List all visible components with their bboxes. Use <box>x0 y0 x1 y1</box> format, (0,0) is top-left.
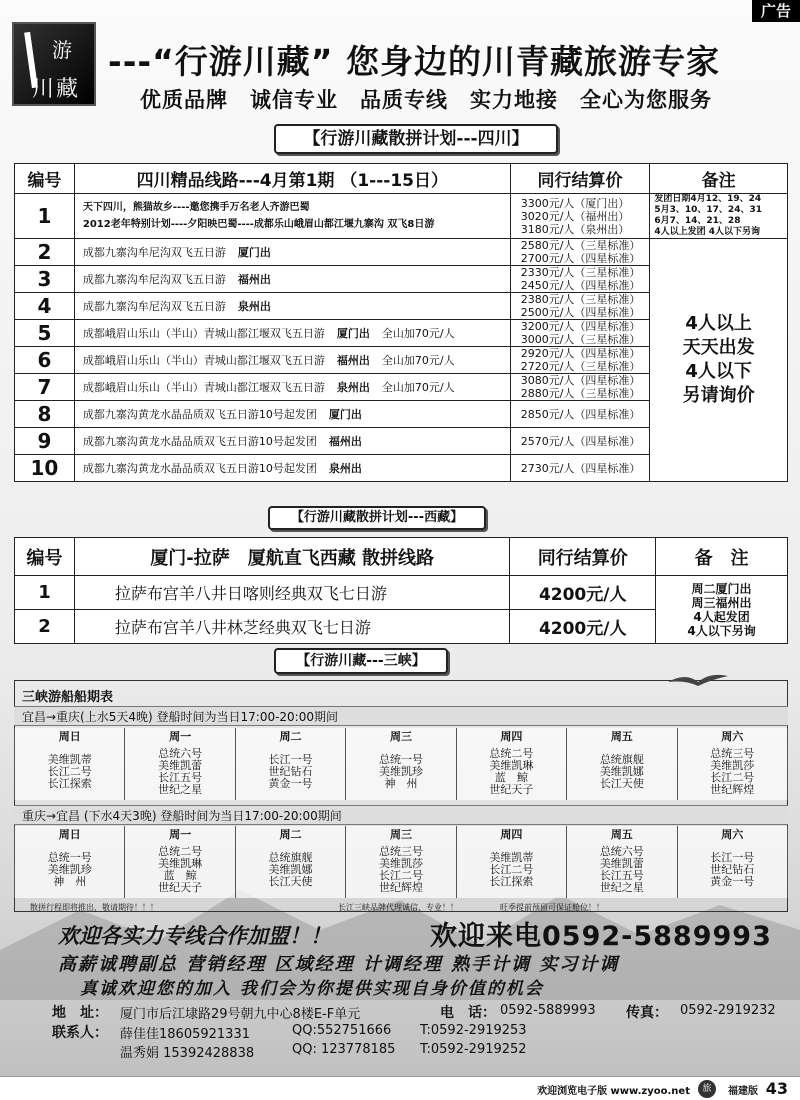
note-line: 周二厦门出 <box>691 581 752 596</box>
extra-note: 全山加70元/人 <box>381 381 455 394</box>
footnote: 长江三峡品牌代理诚信、专业！！ <box>338 903 458 912</box>
ship-name: 总统二号 <box>489 747 534 760</box>
price-cell: 4200元/人 <box>510 576 656 610</box>
day-header: 周日 <box>15 728 125 744</box>
ship-cell <box>125 744 235 800</box>
route-cell <box>74 455 510 482</box>
ship-name: 神 州 <box>53 875 87 888</box>
ship-cell <box>125 842 235 898</box>
ship-name: 长江二号 <box>47 765 92 778</box>
row-number: 1 <box>15 576 75 610</box>
col-header-route: 四川精品线路---4月第1期 （1---15日） <box>74 164 510 194</box>
ship-name: 长江探索 <box>489 875 534 888</box>
ship-name: 总统六号 <box>158 747 203 760</box>
price-line: 3300元/人（厦门出） <box>520 196 630 210</box>
footer-site: 欢迎浏览电子版 www.zyoo.net <box>537 1086 690 1097</box>
departure-city: 福州出 <box>237 273 271 286</box>
logo <box>12 22 96 106</box>
col-header-no: 编号 <box>15 538 75 576</box>
ship-name: 总统二号 <box>158 845 203 858</box>
route-cell <box>74 266 510 293</box>
ship-name: 黄金一号 <box>268 777 313 790</box>
price-line: 2700元/人（四星标准） <box>520 252 641 265</box>
ship-name: 美维凯蒂 <box>47 753 92 766</box>
contact-person: 温秀娟 15392428838 <box>120 1046 255 1061</box>
price-cell <box>510 401 650 428</box>
table-header-row <box>15 164 788 194</box>
contact-qq: QQ: 123778185 <box>292 1042 396 1057</box>
col-header-price: 同行结算价 <box>510 164 650 194</box>
departure-city: 福州出 <box>336 354 370 367</box>
hiring-subtext: 真诚欢迎您的加入 我们会为你提供实现自身价值的机会 <box>80 979 544 999</box>
sanxia-section-title: 【行游川藏---三峡】 <box>274 648 448 674</box>
day-header: 周六 <box>677 826 787 842</box>
ship-name: 世纪之星 <box>158 783 203 796</box>
ship-cell <box>567 842 677 898</box>
price-cell <box>510 428 650 455</box>
slogan: 优质品牌 诚信专业 品质专线 实力地接 全心为您服务 <box>140 88 712 112</box>
big-note-cell <box>650 239 788 482</box>
day-header: 周一 <box>125 826 235 842</box>
route-cell <box>74 401 510 428</box>
price-line: 3000元/人（三星标准） <box>520 333 641 346</box>
departure-city: 泉州出 <box>237 300 271 313</box>
ship-name: 长江一号 <box>710 851 755 864</box>
ship-name: 世纪天子 <box>489 783 534 796</box>
price-line: 3180元/人（泉州出） <box>520 222 630 236</box>
day-header: 周二 <box>235 826 345 842</box>
logo-text-bottom: 川藏 <box>32 77 81 102</box>
note-line: 发团日期4月12、19、24 <box>654 194 762 204</box>
price-cell <box>510 194 650 239</box>
departure-city: 泉州出 <box>336 381 370 394</box>
ship-name: 世纪辉煌 <box>710 783 755 796</box>
downstream-schedule <box>14 826 788 898</box>
route-text: 成都九寨沟牟尼沟双飞五日游 <box>82 273 226 286</box>
note-line: 4人以上 <box>685 313 752 334</box>
col-header-note: 备 注 <box>656 538 788 576</box>
footer-edition: 福建版 <box>728 1086 758 1097</box>
upstream-schedule <box>14 728 788 800</box>
ship-cell <box>15 744 125 800</box>
ship-name: 总统三号 <box>378 845 423 858</box>
ship-name: 美维凯莎 <box>710 759 755 772</box>
ship-cell <box>567 744 677 800</box>
ship-name: 美维凯琳 <box>158 857 203 870</box>
ship-name: 美维凯娜 <box>599 765 644 778</box>
note-line: 5月3、10、17、24、31 <box>654 205 762 215</box>
ship-cell <box>456 744 566 800</box>
route-cell <box>74 320 510 347</box>
ship-name: 美维凯珍 <box>47 863 92 876</box>
price-cell <box>510 239 650 266</box>
price-line: 2580元/人（三星标准） <box>520 239 641 252</box>
ship-name: 美维凯珍 <box>378 765 423 778</box>
address-label: 地 址： <box>52 1005 108 1021</box>
col-header-no: 编号 <box>15 164 75 194</box>
row-number: 1 <box>15 194 75 239</box>
contact-people-label: 联系人： <box>52 1025 108 1041</box>
day-header: 周五 <box>567 826 677 842</box>
row-number: 3 <box>15 266 75 293</box>
note-line: 天天出发 <box>682 337 755 358</box>
note-line: 4人以下另询 <box>687 623 756 638</box>
price-line: 2330元/人（三星标准） <box>520 266 641 279</box>
schedule-row <box>15 842 788 898</box>
route-cell <box>74 293 510 320</box>
ship-cell <box>346 842 456 898</box>
extra-note: 全山加70元/人 <box>381 354 455 367</box>
ship-cell <box>235 842 345 898</box>
route-upstream: 宜昌→重庆(上水5天4晚) 登船时间为当日17:00-20:00期间 <box>14 706 788 726</box>
price-line: 2380元/人（三星标准） <box>520 293 641 306</box>
route-downstream: 重庆→宜昌 (下水4天3晚) 登船时间为当日17:00-20:00期间 <box>14 805 788 825</box>
extra-note: 全山加70元/人 <box>381 327 455 340</box>
price-cell <box>510 455 650 482</box>
contact-phone: T:0592-2919252 <box>420 1042 527 1057</box>
price-cell <box>510 266 650 293</box>
ship-name: 神 州 <box>384 777 418 790</box>
note-line: 另请询价 <box>682 385 755 406</box>
phone-headline: 欢迎来电0592-5889993 <box>430 921 772 952</box>
row-number: 5 <box>15 320 75 347</box>
ship-name: 总统旗舰 <box>599 753 644 766</box>
row-number: 2 <box>15 610 75 644</box>
ship-cell <box>15 842 125 898</box>
departure-city: 厦门出 <box>336 327 370 340</box>
ship-name: 美维凯娜 <box>268 863 313 876</box>
ship-name: 长江五号 <box>158 771 203 784</box>
ship-name: 美维凯莎 <box>378 857 423 870</box>
note-cell <box>656 576 788 644</box>
day-header: 周四 <box>456 728 566 744</box>
route-cell <box>74 194 510 239</box>
ship-name: 总统六号 <box>599 845 644 858</box>
route-text: 成都峨眉山乐山（半山）青城山都江堰双飞五日游 <box>82 381 325 394</box>
bird-icon <box>668 672 728 692</box>
hiring-text: 高薪诚聘副总 营销经理 区域经理 计调经理 熟手计调 实习计调 <box>58 954 620 975</box>
ship-name: 总统三号 <box>710 747 755 760</box>
welcome-text: 欢迎各实力专线合作加盟！！ <box>58 924 331 948</box>
ship-name: 美维凯蕾 <box>158 759 203 772</box>
price-cell <box>510 293 650 320</box>
price-line: 2850元/人（四星标准） <box>520 407 641 421</box>
price-line: 2720元/人（三星标准） <box>520 360 641 373</box>
table-row <box>15 239 788 266</box>
ship-name: 总统一号 <box>378 753 423 766</box>
contact-block <box>0 998 800 1060</box>
footnote: 旺季提前预留可保证舱位！！ <box>500 903 604 912</box>
price-cell: 4200元/人 <box>510 610 656 644</box>
fax: 0592-2919232 <box>680 1003 776 1018</box>
contact-qq: QQ:552751666 <box>292 1023 392 1038</box>
note-line: 4人以上发团 4人以下另询 <box>654 227 761 237</box>
price-line: 3200元/人（四星标准） <box>520 320 641 333</box>
price-cell <box>510 347 650 374</box>
ship-cell <box>677 842 787 898</box>
col-header-route: 厦门-拉萨 厦航直飞西藏 散拼线路 <box>74 538 509 576</box>
departure-city: 泉州出 <box>328 462 362 475</box>
route-cell: 拉萨布宫羊八井林芝经典双飞七日游 <box>74 610 509 644</box>
day-header: 周三 <box>346 826 456 842</box>
day-header: 周日 <box>15 826 125 842</box>
ship-name: 世纪之星 <box>599 881 644 894</box>
price-line: 3020元/人（福州出） <box>520 209 630 223</box>
price-line: 2500元/人（四星标准） <box>520 306 641 319</box>
schedule-header-row <box>15 728 788 744</box>
col-header-note: 备注 <box>650 164 788 194</box>
day-header: 周五 <box>567 728 677 744</box>
tibet-section-title: 【行游川藏散拼计划---西藏】 <box>268 506 486 530</box>
departure-city: 福州出 <box>328 435 362 448</box>
logo-text-top: 游 <box>52 38 72 62</box>
departure-city: 厦门出 <box>237 246 271 259</box>
col-header-price: 同行结算价 <box>510 538 656 576</box>
ship-name: 长江一号 <box>268 753 313 766</box>
note-cell <box>650 194 788 239</box>
price-line: 2450元/人（四星标准） <box>520 279 641 292</box>
route-text: 成都九寨沟黄龙水晶品质双飞五日游10号起发团 <box>82 435 317 448</box>
route-cell <box>74 239 510 266</box>
tel-label: 电 话： <box>440 1005 496 1021</box>
route-text: 成都九寨沟黄龙水晶品质双飞五日游10号起发团 <box>82 462 317 475</box>
route-text: 成都峨眉山乐山（半山）青城山都江堰双飞五日游 <box>82 327 325 340</box>
ship-name: 长江五号 <box>599 869 644 882</box>
sichuan-section-title: 【行游川藏散拼计划---四川】 <box>274 124 558 154</box>
route-text: 成都九寨沟牟尼沟双飞五日游 <box>82 246 226 259</box>
row-number: 6 <box>15 347 75 374</box>
schedule-row <box>15 744 788 800</box>
ship-cell <box>346 744 456 800</box>
headline: ---“行游川藏” 您身边的川青藏旅游专家 <box>108 42 720 81</box>
contact-person: 薛佳佳18605921331 <box>120 1027 250 1042</box>
note-line: 4人起发团 <box>693 609 750 624</box>
ship-name: 美维凯蒂 <box>489 851 534 864</box>
day-header: 周一 <box>125 728 235 744</box>
row-number: 8 <box>15 401 75 428</box>
tel: 0592-5889993 <box>500 1003 596 1018</box>
ship-name: 世纪钻石 <box>710 863 755 876</box>
fax-label: 传真： <box>626 1005 668 1021</box>
note-line: 周三福州出 <box>691 595 752 610</box>
day-header: 周六 <box>677 728 787 744</box>
ship-name: 世纪天子 <box>158 881 203 894</box>
ship-name: 长江天使 <box>599 777 644 790</box>
price-line: 2920元/人（四星标准） <box>520 347 641 360</box>
price-line: 2880元/人（三星标准） <box>520 387 641 400</box>
route-line: 2012老年特别计划----夕阳映巴蜀----成都乐山峨眉山都江堰九寨沟 双飞8日游 <box>82 219 435 230</box>
ship-cell <box>235 744 345 800</box>
ship-cell <box>677 744 787 800</box>
day-header: 周三 <box>346 728 456 744</box>
route-cell: 拉萨布宫羊八井日喀则经典双飞七日游 <box>74 576 509 610</box>
table-row <box>15 194 788 239</box>
price-line: 2730元/人（四星标准） <box>520 461 641 475</box>
route-cell <box>74 347 510 374</box>
day-header: 周二 <box>235 728 345 744</box>
ship-name: 长江天使 <box>268 875 313 888</box>
ship-name: 世纪钻石 <box>268 765 313 778</box>
route-text: 成都九寨沟黄龙水晶品质双飞五日游10号起发团 <box>82 408 317 421</box>
ship-name: 美维凯琳 <box>489 759 534 772</box>
ship-name: 长江探索 <box>47 777 92 790</box>
ship-name: 长江二号 <box>710 771 755 784</box>
route-cell <box>74 374 510 401</box>
price-line: 3080元/人（四星标准） <box>520 374 641 387</box>
sanxia-table-title: 三峡游船船期表 <box>22 690 114 705</box>
ad-tag: 广告 <box>752 0 800 22</box>
ship-name: 总统旗舰 <box>268 851 313 864</box>
departure-city: 厦门出 <box>328 408 362 421</box>
ship-name: 美维凯蕾 <box>599 857 644 870</box>
row-number: 4 <box>15 293 75 320</box>
address: 厦门市后江埭路29号朝九中心8楼E-F单元 <box>120 1007 361 1022</box>
contact-phone: T:0592-2919253 <box>420 1023 527 1038</box>
table-header-row <box>15 538 788 576</box>
row-number: 7 <box>15 374 75 401</box>
day-header: 周四 <box>456 826 566 842</box>
ship-name: 黄金一号 <box>710 875 755 888</box>
price-cell <box>510 320 650 347</box>
row-number: 2 <box>15 239 75 266</box>
ship-name: 蓝 鲸 <box>163 869 197 882</box>
tibet-table <box>14 537 788 644</box>
ship-name: 世纪辉煌 <box>378 881 423 894</box>
ship-name: 长江二号 <box>489 863 534 876</box>
ship-name: 长江二号 <box>378 869 423 882</box>
footnote: 散拼行程即将推出，敬请期待！！！ <box>30 903 158 912</box>
route-text: 成都九寨沟牟尼沟双飞五日游 <box>82 300 226 313</box>
sichuan-table <box>14 163 788 482</box>
route-cell <box>74 428 510 455</box>
table-row <box>15 576 788 610</box>
note-line: 6月7、14、21、28 <box>654 216 741 226</box>
route-line: 天下四川，熊猫故乡----邀您携手万名老人齐游巴蜀 <box>82 202 310 213</box>
ship-name: 总统一号 <box>47 851 92 864</box>
row-number: 9 <box>15 428 75 455</box>
price-line: 2570元/人（四星标准） <box>520 434 641 448</box>
page-footer <box>0 1076 800 1100</box>
ship-name: 蓝 鲸 <box>494 771 528 784</box>
price-cell <box>510 374 650 401</box>
note-line: 4人以下 <box>685 361 752 382</box>
ship-cell <box>456 842 566 898</box>
row-number: 10 <box>15 455 75 482</box>
schedule-header-row <box>15 826 788 842</box>
route-text: 成都峨眉山乐山（半山）青城山都江堰双飞五日游 <box>82 354 325 367</box>
page-number: 43 <box>765 1079 788 1098</box>
footer-badge-icon: 旅 <box>698 1080 716 1098</box>
